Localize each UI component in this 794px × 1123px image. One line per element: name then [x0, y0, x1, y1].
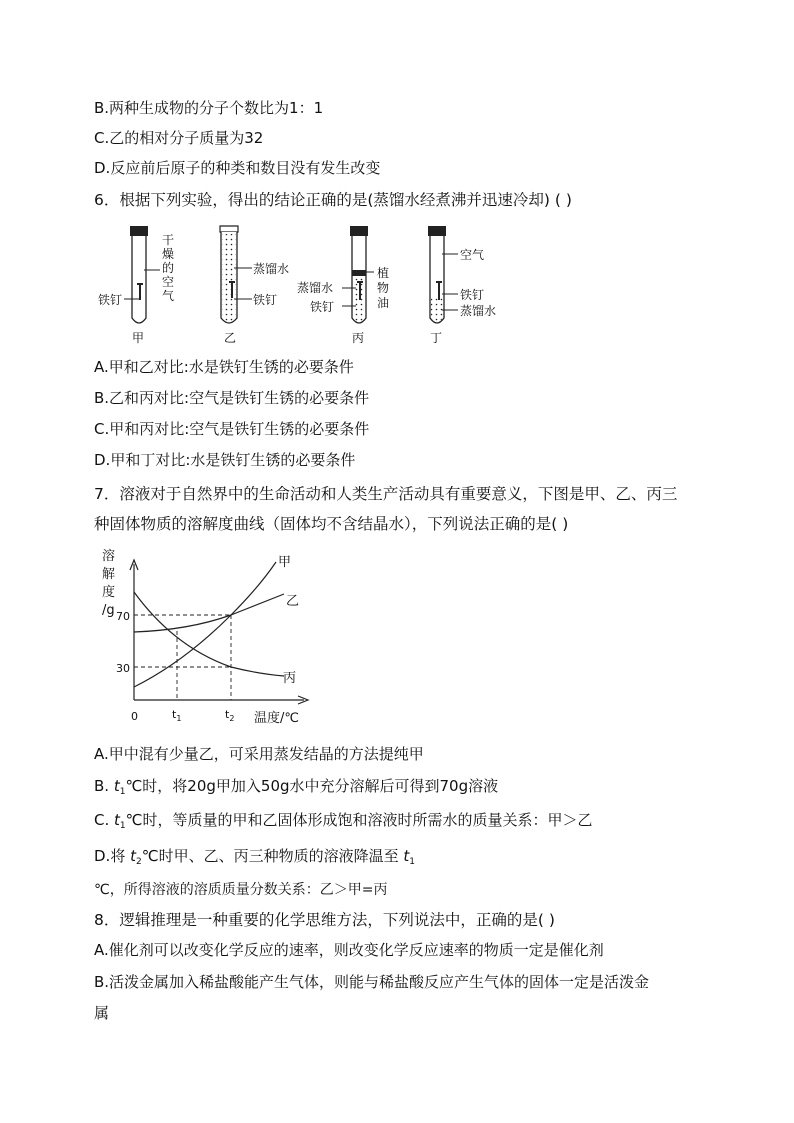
tube-jia-air-char-1: 干: [162, 233, 175, 247]
tube-yi-nail-label: 铁钉: [253, 293, 278, 307]
tube-bing-caption: 丙: [352, 331, 365, 345]
tube-yi-water-label: 蒸馏水: [253, 262, 290, 276]
q7-option-c: [94, 810, 593, 836]
q6-option-d: D.甲和丁对比:水是铁钉生锈的必要条件: [94, 451, 356, 469]
q7-option-c-prefix: C.: [94, 811, 115, 829]
q7-option-d-sub: 2: [135, 857, 142, 867]
q7-option-c-t: t: [114, 811, 120, 829]
tube-jia-nail-label: 铁钉: [98, 293, 123, 307]
q7-option-a: A.甲中混有少量乙，可采用蒸发结晶的方法提纯甲: [94, 745, 424, 763]
q7-option-d-line2: ℃，所得溶液的溶质质量分数关系：乙＞甲=丙: [94, 882, 388, 898]
xtick-t1: $t_1$: [172, 708, 182, 723]
tube-ding-air-label: 空气: [460, 248, 485, 262]
q8-option-a: A.催化剂可以改变化学反应的速率，则改变化学反应速率的物质一定是催化剂: [94, 941, 604, 959]
q7-option-b: [94, 776, 498, 802]
q7-stem-line2: 种固体物质的溶解度曲线（固体均不含结晶水），下列说法正确的是( ): [94, 515, 569, 533]
tube-bing: [297, 226, 389, 345]
q7-option-c-text: ℃时，等质量的甲和乙固体形成饱和溶液时所需水的质量关系：甲＞乙: [125, 811, 593, 829]
q6-stem: 6．根据下列实验，得出的结论正确的是(蒸馏水经煮沸并迅速冷却) ( ): [94, 191, 572, 209]
tube-bing-oil-char-2: 物: [377, 281, 390, 295]
chart-ylabel-char-4: /g: [102, 603, 115, 618]
tube-jia: [98, 226, 174, 345]
xtick-t2: $t_2$: [225, 708, 235, 723]
series-label-jia: 甲: [278, 555, 292, 570]
chart-ylabel-char-1: 溶: [102, 549, 116, 564]
rust-experiment-figure: [94, 222, 514, 352]
tube-jia-air-char-2: 燥: [162, 247, 175, 261]
curve-bing: [134, 592, 284, 676]
origin-label: 0: [131, 710, 138, 723]
tube-bing-oil-char-3: 油: [377, 296, 390, 310]
tube-ding-nail-label: 铁钉: [460, 288, 485, 302]
q8-option-b-line2: 属: [94, 1004, 110, 1022]
q5-option-c: C.乙的相对分子质量为32: [94, 129, 264, 147]
q7-option-b-text: ℃时，将20g甲加入50g水中充分溶解后可得到70g溶液: [125, 777, 499, 795]
curve-yi: [134, 594, 284, 632]
series-label-bing: 丙: [283, 671, 297, 686]
q7-option-c-sub: 1: [119, 821, 126, 831]
tube-ding: [428, 226, 496, 345]
q7-stem-line1: 7．溶液对于自然界中的生命活动和人类生产活动具有重要意义，下图是甲、乙、丙三: [94, 485, 678, 503]
q7-option-d-sub2: 1: [409, 857, 415, 867]
tube-bing-water-label: 蒸馏水: [297, 281, 334, 295]
tube-ding-caption: 丁: [430, 331, 443, 345]
chart-xlabel: 温度/℃: [254, 711, 299, 726]
q6-option-b: B.乙和丙对比:空气是铁钉生锈的必要条件: [94, 389, 370, 407]
q7-option-d-t: t: [130, 847, 136, 865]
chart-ylabel-char-3: 度: [102, 585, 116, 600]
tube-ding-water-label: 蒸馏水: [460, 304, 497, 318]
tube-jia-air-char-3: 的: [162, 261, 175, 275]
q7-option-d-prefix: D.将: [94, 847, 131, 865]
q7-option-d-mid: ℃时甲、乙、丙三种物质的溶液降温至: [141, 847, 404, 865]
chart-ylabel-char-2: 解: [102, 567, 116, 582]
q7-option-d: [94, 846, 415, 872]
tube-jia-air-char-4: 空: [162, 275, 175, 289]
q8-option-b-line1: B.活泼金属加入稀盐酸能产生气体，则能与稀盐酸反应产生气体的固体一定是活泼金: [94, 973, 650, 991]
ytick-70: 70: [116, 610, 130, 623]
tube-jia-caption: 甲: [132, 331, 145, 345]
tube-jia-air-char-5: 气: [162, 289, 175, 303]
solubility-chart: [94, 542, 334, 732]
tube-yi-caption: 乙: [224, 331, 237, 345]
q6-option-a: A.甲和乙对比:水是铁钉生锈的必要条件: [94, 358, 354, 376]
tube-bing-nail-label: 铁钉: [310, 300, 335, 314]
q7-option-b-prefix: B.: [94, 777, 114, 795]
curve-jia: [134, 562, 276, 687]
q6-option-c: C.甲和丙对比:空气是铁钉生锈的必要条件: [94, 420, 370, 438]
q7-option-b-t: t: [113, 777, 120, 795]
q5-option-d: D.反应前后原子的种类和数目没有发生改变: [94, 159, 381, 177]
q8-stem: 8．逻辑推理是一种重要的化学思维方法，下列说法中，正确的是( ): [94, 911, 555, 929]
tube-bing-oil-char-1: 植: [377, 266, 390, 280]
ytick-30: 30: [116, 662, 130, 675]
tube-yi: [220, 226, 289, 345]
series-label-yi: 乙: [286, 594, 300, 609]
q5-option-b: B.两种生成物的分子个数比为1：1: [94, 99, 324, 117]
q7-option-d-t2: t: [403, 847, 410, 865]
q7-option-b-sub: 1: [119, 787, 126, 797]
